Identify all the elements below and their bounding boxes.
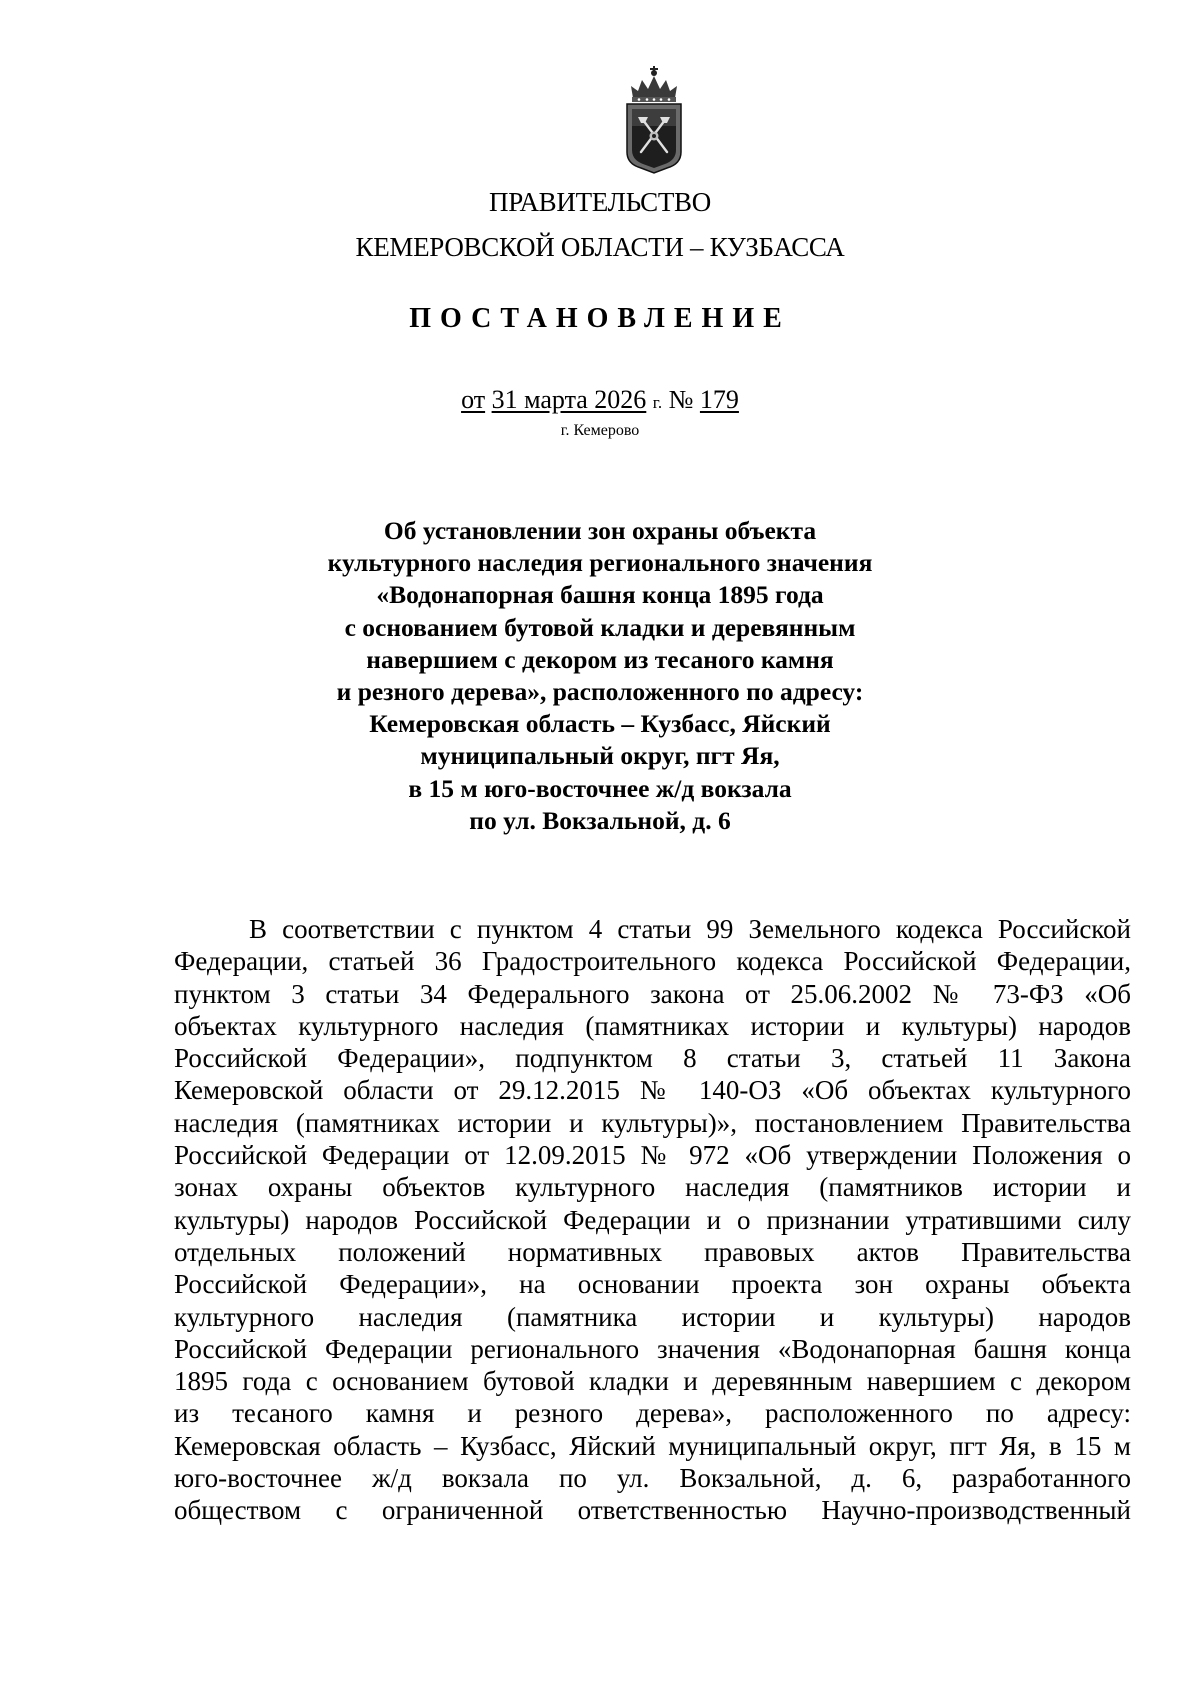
body-paragraph bbox=[174, 913, 1131, 1527]
subject-line: навершием с декором из тесаного камня bbox=[366, 644, 834, 674]
document-type-title: ПОСТАНОВЛЕНИЕ bbox=[409, 303, 791, 334]
body-line: Российской Федерации», на основании проекта зон охраны объекта bbox=[174, 1269, 1131, 1300]
body-line: культуры) народов Российской Федерации и о признании утратившими силу bbox=[174, 1204, 1131, 1235]
subject-line: культурного наследия регионального значения bbox=[327, 548, 873, 578]
year-suffix: г. bbox=[652, 393, 663, 412]
body-line: Российской Федерации от 12.09.2015 № 972 «Об утверждении Положения о bbox=[174, 1140, 1131, 1171]
number-sign: № bbox=[668, 385, 694, 414]
subject-line: и резного дерева», расположенного по адресу: bbox=[336, 677, 864, 707]
body-line: обществом с ограниченной ответственностью Научно-производственный bbox=[174, 1495, 1131, 1526]
coat-of-arms-icon bbox=[623, 60, 685, 176]
document-date: 31 марта 2026 bbox=[491, 385, 647, 414]
subject-line: Кемеровская область – Кузбасс, Яйский bbox=[369, 709, 831, 739]
subject-line: муниципальный округ, пгт Яя, bbox=[420, 741, 780, 771]
document-subject bbox=[300, 515, 900, 837]
subject-line: «Водонапорная башня конца 1895 года bbox=[376, 580, 824, 610]
document-number: 179 bbox=[699, 385, 739, 414]
government-name-line-1: ПРАВИТЕЛЬСТВО bbox=[489, 187, 711, 217]
body-line: Российской Федерации», подпунктом 8 статьи 3, статьей 11 Закона bbox=[174, 1043, 1131, 1074]
body-line: зонах охраны объектов культурного наследия (памятников истории и bbox=[174, 1172, 1131, 1203]
body-line: культурного наследия (памятника истории и культуры) народов bbox=[174, 1301, 1131, 1332]
body-line: юго-восточнее ж/д вокзала по ул. Вокзальной, д. 6, разработанного bbox=[174, 1463, 1131, 1494]
body-line: Кемеровская область – Кузбасс, Яйский муниципальный округ, пгт Яя, в 15 м bbox=[174, 1430, 1131, 1461]
date-prefix: от bbox=[461, 385, 486, 414]
body-line: из тесаного камня и резного дерева», расположенного по адресу: bbox=[174, 1398, 1131, 1429]
body-line: В соответствии с пунктом 4 статьи 99 Земельного кодекса Российской bbox=[249, 914, 1131, 944]
subject-line: по ул. Вокзальной, д. 6 bbox=[469, 805, 731, 835]
body-line: Российской Федерации регионального значения «Водонапорная башня конца bbox=[174, 1333, 1131, 1364]
date-number-line bbox=[0, 385, 1200, 415]
body-line: Кемеровской области от 29.12.2015 № 140-ОЗ «Об объектах культурного bbox=[174, 1075, 1131, 1106]
body-line: отдельных положений нормативных правовых актов Правительства bbox=[174, 1236, 1131, 1267]
body-line: пунктом 3 статьи 34 Федерального закона от 25.06.2002 № 73-ФЗ «Об bbox=[174, 978, 1131, 1009]
body-line: Федерации, статьей 36 Градостроительного кодекса Российской Федерации, bbox=[174, 946, 1131, 977]
city-name: г. Кемерово bbox=[560, 422, 640, 439]
body-line: 1895 года с основанием бутовой кладки и деревянным навершием с декором bbox=[174, 1366, 1131, 1397]
subject-line: Об установлении зон охраны объекта bbox=[383, 516, 817, 545]
subject-line: в 15 м юго-восточнее ж/д вокзала bbox=[408, 773, 792, 803]
body-line: объектах культурного наследия (памятниках истории и культуры) народов bbox=[174, 1010, 1131, 1041]
subject-line: с основанием бутовой кладки и деревянным bbox=[344, 612, 856, 642]
government-name-line-2: КЕМЕРОВСКОЙ ОБЛАСТИ – КУЗБАССА bbox=[355, 232, 845, 262]
body-line: наследия (памятниках истории и культуры)», постановлением Правительства bbox=[174, 1107, 1131, 1138]
